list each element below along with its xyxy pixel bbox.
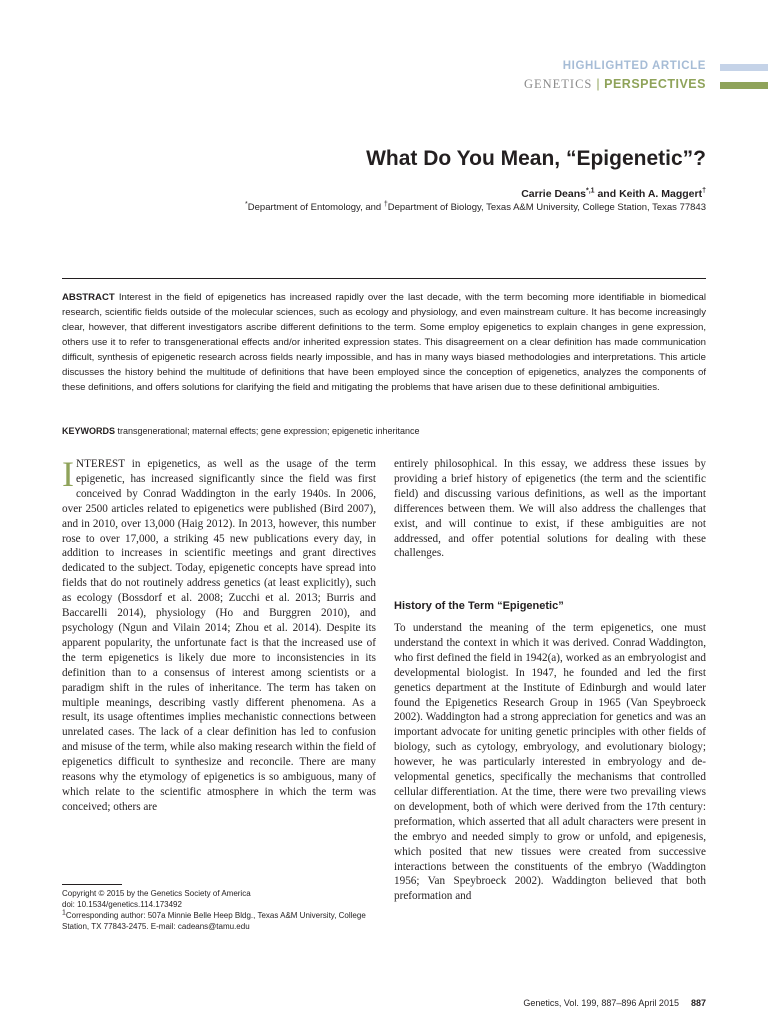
affiliation <box>245 202 706 213</box>
highlighted-article-label: HIGHLIGHTED ARTICLE <box>562 60 706 72</box>
footnote-divider <box>62 884 122 885</box>
abstract-text: Interest in the field of epigenetics has increased rapidly over the last decade, with the term becoming more identifiable in biomedical research, scientific fields outside of the molecular sciences, such as ecology and physiology, and even mainstream culture. It has become increasingly clear, however, that different investigators ascribe different definitions to the term. Some employ epigenetics to explain changes in gene expression, others use it to refer to transgenerational effects and/or inherited expression states. This disagreement on a clear definition has made communication difficult, synthesis of epigenetic research across fields nearly impossible, and has in many ways biased methodologies and interpretations. This article discusses the history behind the multitude of definitions that have been employed since the conception of epigenetics, analyzes the components of these definitions, and offers solutions for clarifying the field and mitigating the problems that have arisen due to these definitional ambiguities. <box>62 292 706 393</box>
header-separator: | <box>596 77 601 91</box>
body-paragraph: entirely philosophical. In this essay, we address these issues by providing a brief history of epigenetics (the term and the scientific field) and discussing various definitions, as well as the important differences between them. We will also address the challenges that exist, and will continue to exist, if these ambiguities are not addressed, and offer potential solutions for dealing with these challenges. <box>394 458 706 560</box>
author-name: Carrie Deans <box>521 188 586 200</box>
drop-cap: I <box>62 454 74 494</box>
abstract <box>62 290 706 395</box>
keywords-label: KEYWORDS <box>62 426 116 436</box>
author-marks: † <box>702 187 706 195</box>
copyright-line: Copyright © 2015 by the Genetics Society of America <box>62 889 251 898</box>
footnotes <box>62 888 382 932</box>
affiliation-text: Department of Entomology, and <box>247 202 384 213</box>
affiliation-mark: † <box>383 200 388 208</box>
journal-name: GENETICS <box>523 77 593 91</box>
body-column-left <box>62 454 376 815</box>
abstract-label: ABSTRACT <box>62 292 115 303</box>
section-heading: History of the Term “Epigenetic” <box>394 600 564 612</box>
body-column-right <box>394 457 706 561</box>
header-accent-bar-green <box>720 82 768 89</box>
doi-line: doi: 10.1534/genetics.114.173492 <box>62 900 182 909</box>
corresponding-author-text: Corresponding author: 507a Minnie Belle Heep Bldg., Texas A&M University, College Station, TX 77843-2475. E-mail: cadeans@tamu.edu <box>62 911 366 931</box>
author-conjunction: and <box>597 188 617 200</box>
body-column-right-section <box>394 621 706 904</box>
keywords <box>62 425 706 438</box>
article-header <box>524 58 706 93</box>
corresponding-author <box>62 910 382 932</box>
keywords-text: transgenerational; maternal effects; gene expression; epigenetic inheritance <box>115 426 420 436</box>
body-paragraph: NTEREST in epigenetics, as well as the usage of the term epigenetic, has increased significantly since the field was first conceived by Conrad Waddington in the early 1940s. In 2006, over 2500 articles related to epigenetics were published (Bird 2007), and in 2010, over 13,000 (Haig 2012). In 2013, however, this number rose to over 17,000, a striking 45 new publications every day, in addition to increases in scientific meetings and grant directives dedicated to the subject. Today, epigenetic concepts have spread into fields that do not routinely address genetics (at least explicitly), such as ecology (Bossdorf et al. 2008; Zucchi et al. 2013; Burris and Baccarelli 2014), physiology (Ho and Burggren 2010), and psychology (Ngun and Vilain 2014; Zhou et al. 2014). Despite its apparent popularity, the unfortunate fact is that the increased use of the term epigenetics is likely due more to inconsistencies in its definition than to a consensus of interest among scientists or a paradigm shift in the rules of inheritance. The term has taken on multiple meanings, describing vastly different phenomena. As a result, its usage oftentimes implies mechanistic connections between unrelated cases. The lack of a clear definition has led to confusion and misuse of the term, while also making research within the field of epigenetics difficult to synthesize and reconcile. There are many reasons why the etymology of epigenetics is so ambiguous, many of which relate to the scientific atmosphere in which the term was conceived; others are <box>62 458 376 813</box>
abstract-divider <box>62 278 706 279</box>
affiliation-text: Department of Biology, Texas A&M University, College Station, Texas 77843 <box>387 202 706 213</box>
journal-section-line <box>524 75 706 93</box>
journal-citation: Genetics, Vol. 199, 887–896 April 2015 <box>523 998 679 1008</box>
article-title: What Do You Mean, “Epigenetic”? <box>366 147 706 170</box>
author-name: Keith A. Maggert <box>619 188 703 200</box>
author-list <box>521 188 706 200</box>
header-accent-bar-blue <box>720 64 768 71</box>
section-name: PERSPECTIVES <box>604 77 706 91</box>
page-footer <box>523 998 706 1008</box>
body-paragraph: To understand the meaning of the term epigenetics, one must understand the context in which it was derived. Conrad Waddington, who first defined the field in 1942(a), worked as an embryologist and developmental biologist. In 1947, he founded and led the first genetics department at the Institute of Edinburgh and would later found the Epigenetics Research Group in 1965 (Van Speybroeck 2002). Waddington had a strong appreciation for genetics and was an important advocate for uniting genetic principles with other fields of biology, such as cytology, embryology, and evolutionary biology; however, he was particularly interested in embryology and developmental genetics, specifically the mechanisms that controlled cellular differentiation. At the time, there were two prevailing views on development, both of which were derived from the 17th century: preformation, which asserted that all adult characters were present in the embryo and needed simply to grow or unfold, and epigenesis, which posited that new tissues were created from successive interactions between the constituents of the embryo (Waddington 1956; Van Speybroeck 2002). Waddington believed that both preformation and <box>394 622 706 903</box>
page-number: 887 <box>690 998 706 1008</box>
footnote-mark: 1 <box>62 909 66 917</box>
affiliation-mark: * <box>245 200 248 208</box>
author-marks: *,1 <box>585 187 595 195</box>
